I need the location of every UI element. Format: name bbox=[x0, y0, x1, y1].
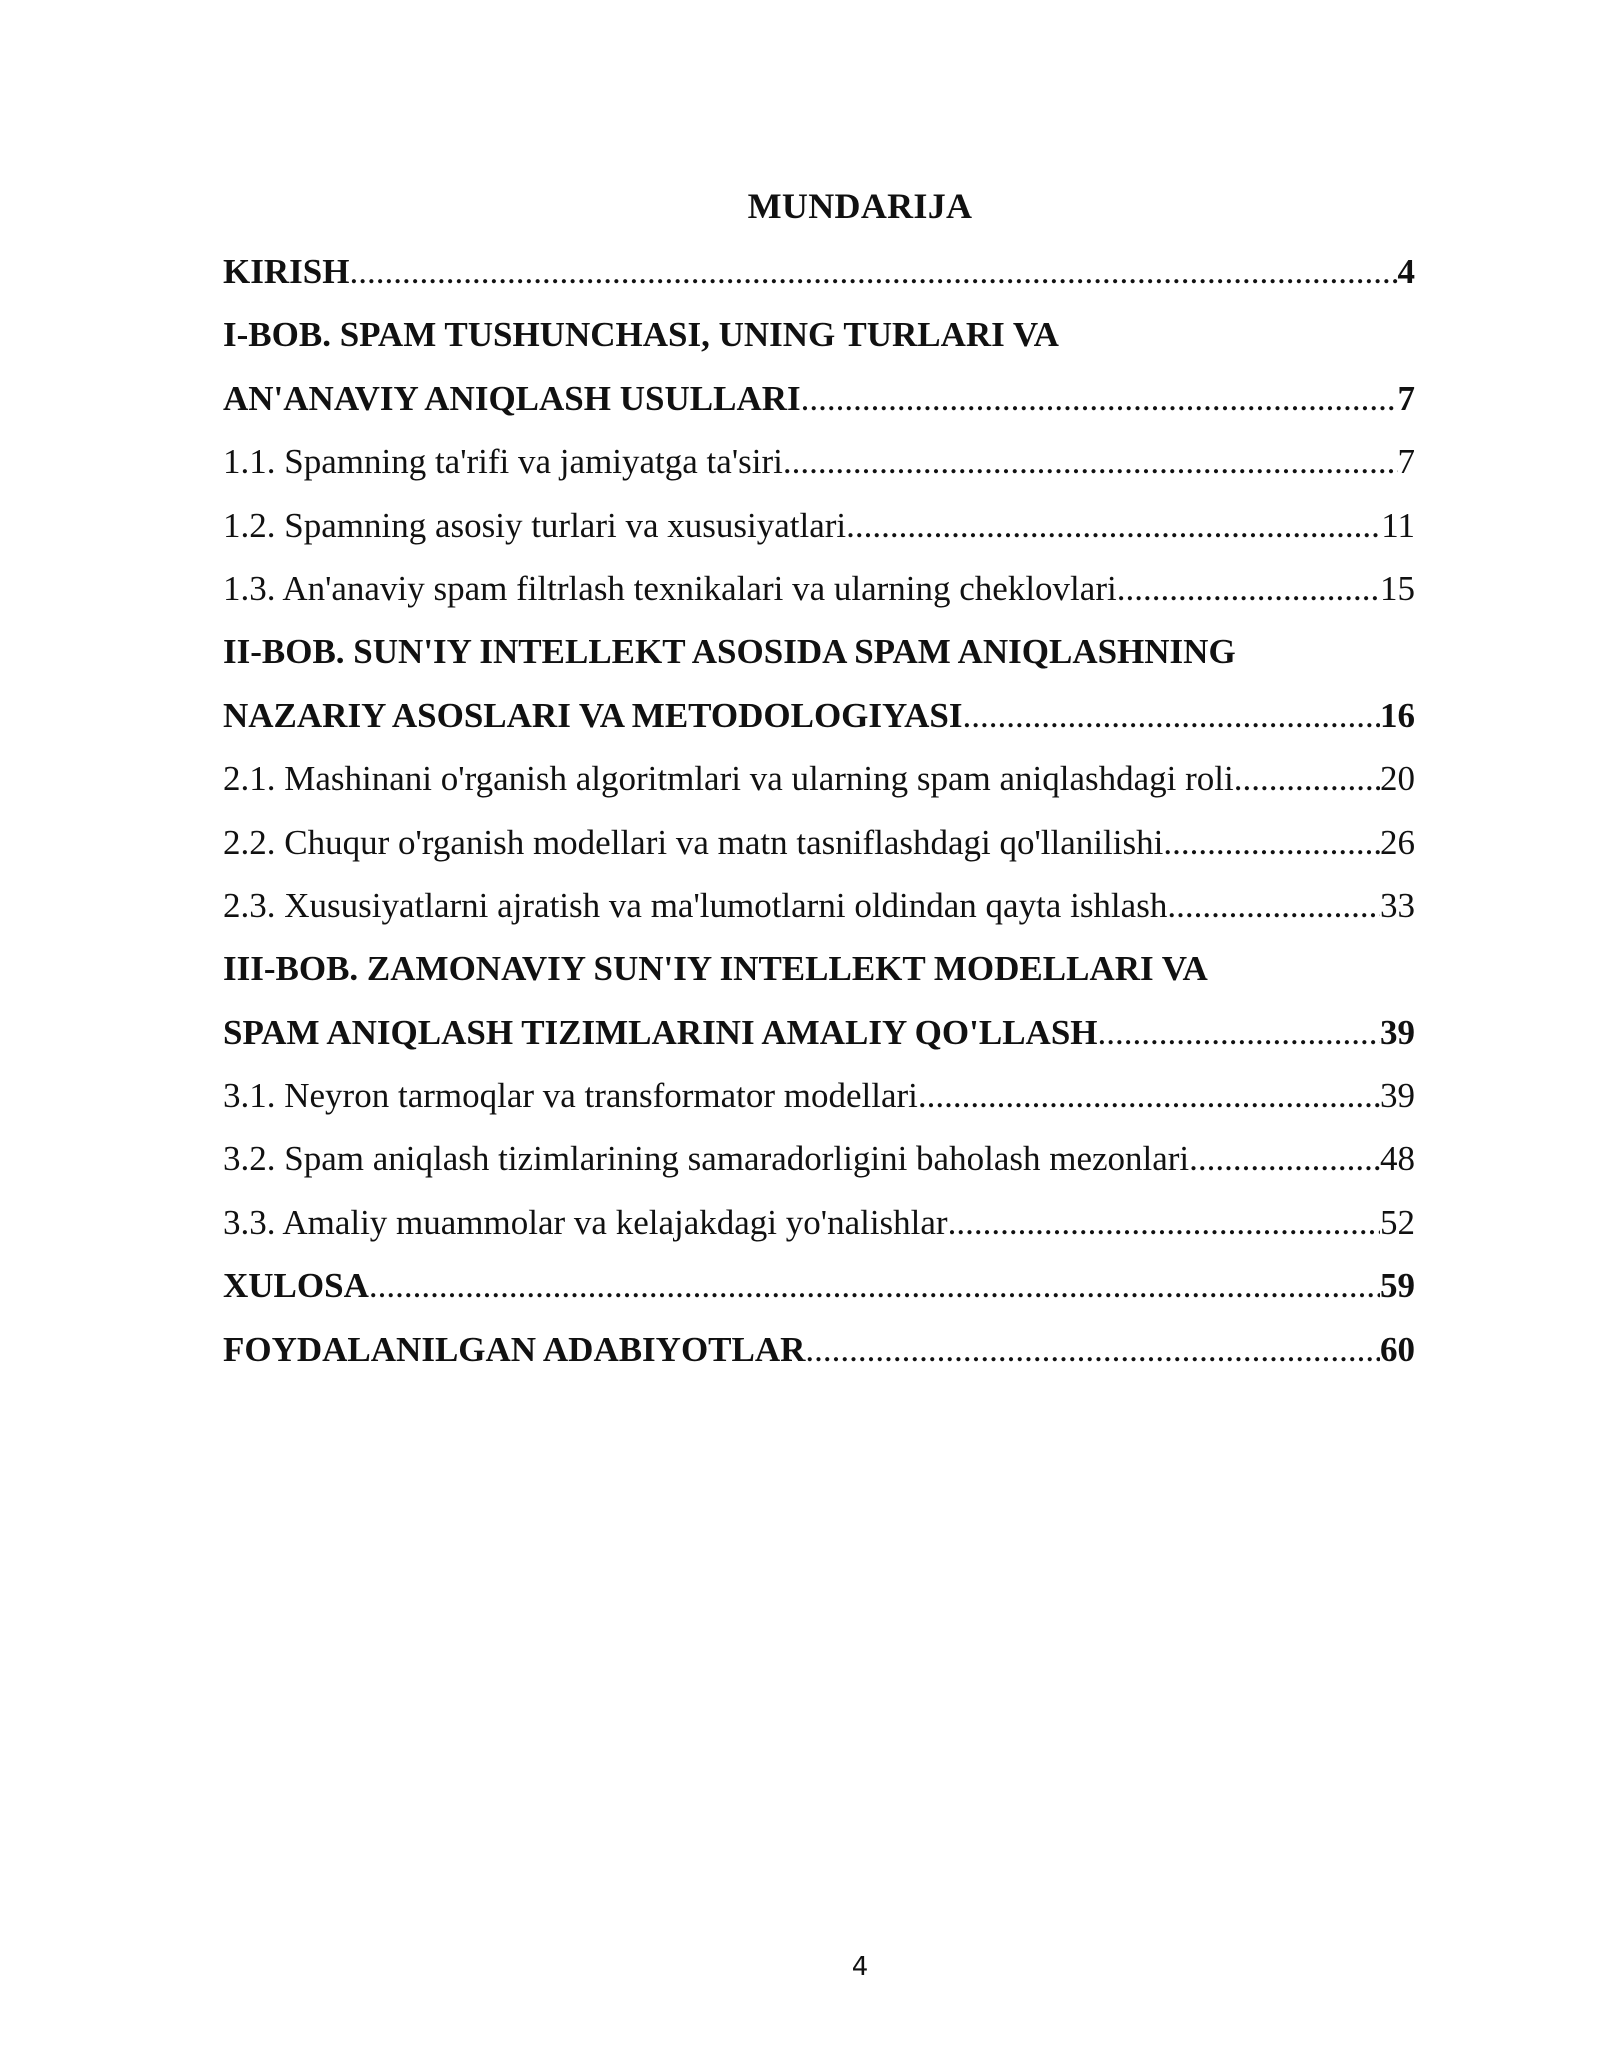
dot-leader bbox=[1167, 874, 1380, 937]
toc-entry-page: 48 bbox=[1380, 1139, 1415, 1179]
toc-entry-page: 20 bbox=[1380, 759, 1415, 799]
toc-entry-page: 16 bbox=[1380, 695, 1415, 735]
toc-chapter-3-heading[interactable] bbox=[223, 937, 1415, 1000]
dot-leader bbox=[962, 684, 1380, 747]
toc-entry-kirish[interactable] bbox=[223, 240, 1415, 303]
dot-leader bbox=[1189, 1127, 1380, 1190]
toc-chapter-2-heading-cont[interactable] bbox=[223, 684, 1415, 747]
toc-chapter-3-heading-cont[interactable] bbox=[223, 1001, 1415, 1064]
dot-leader bbox=[948, 1191, 1380, 1254]
toc-entry-page: 39 bbox=[1380, 1076, 1415, 1116]
toc-entry-page: 60 bbox=[1380, 1329, 1415, 1369]
toc-entry-label: II-BOB. SUN'IY INTELLEKT ASOSIDA SPAM ANIQLASHNING bbox=[223, 632, 1236, 672]
toc-section-1-3[interactable] bbox=[223, 557, 1415, 620]
dot-leader bbox=[1117, 557, 1380, 620]
toc-entry-label: 3.2. Spam aniqlash tizimlarining samaradorligini baholash mezonlari bbox=[223, 1139, 1190, 1179]
toc-entry-page: 26 bbox=[1380, 822, 1415, 862]
toc-entry-label: I-BOB. SPAM TUSHUNCHASI, UNING TURLARI VA bbox=[223, 315, 1059, 355]
toc-entry-xulosa[interactable] bbox=[223, 1254, 1415, 1317]
toc-entry-page: 11 bbox=[1381, 505, 1415, 545]
toc-entry-adabiyotlar[interactable] bbox=[223, 1318, 1415, 1381]
table-of-contents bbox=[223, 240, 1415, 1381]
toc-chapter-2-heading[interactable] bbox=[223, 620, 1415, 683]
toc-section-3-2[interactable] bbox=[223, 1127, 1415, 1190]
toc-entry-label: XULOSA bbox=[223, 1266, 369, 1306]
dot-leader bbox=[783, 430, 1398, 493]
toc-entry-label: 2.1. Mashinani o'rganish algoritmlari va ularning spam aniqlashdagi roli bbox=[223, 759, 1234, 799]
toc-entry-page: 4 bbox=[1397, 252, 1415, 291]
toc-entry-label: III-BOB. ZAMONAVIY SUN'IY INTELLEKT MODELLARI VA bbox=[223, 949, 1208, 989]
toc-title: MUNDARIJA bbox=[747, 186, 973, 226]
toc-entry-label: 2.2. Chuqur o'rganish modellari va matn tasniflashdagi qo'llanilishi bbox=[223, 822, 1164, 862]
toc-entry-page: 33 bbox=[1380, 885, 1415, 925]
toc-entry-label: SPAM ANIQLASH TIZIMLARINI AMALIY QO'LLASH bbox=[223, 1012, 1098, 1052]
toc-section-1-2[interactable] bbox=[223, 494, 1415, 557]
dot-leader bbox=[1234, 747, 1380, 810]
toc-entry-page: 7 bbox=[1397, 442, 1415, 482]
toc-entry-page: 7 bbox=[1397, 378, 1415, 418]
toc-entry-label: NAZARIY ASOSLARI VA METODOLOGIYASI bbox=[223, 695, 963, 735]
page-number: 4 bbox=[851, 1952, 869, 1982]
dot-leader bbox=[918, 1064, 1380, 1127]
toc-section-3-3[interactable] bbox=[223, 1191, 1415, 1254]
toc-entry-page: 39 bbox=[1380, 1012, 1415, 1052]
dot-leader bbox=[805, 1318, 1380, 1381]
toc-entry-label: AN'ANAVIY ANIQLASH USULLARI bbox=[223, 378, 801, 418]
toc-section-1-1[interactable] bbox=[223, 430, 1415, 493]
toc-entry-label: 1.3. An'anaviy spam filtrlash texnikalari va ularning cheklovlari bbox=[223, 568, 1117, 608]
toc-entry-page: 15 bbox=[1380, 568, 1415, 608]
dot-leader bbox=[1098, 1001, 1380, 1064]
toc-entry-label: 2.3. Xususiyatlarni ajratish va ma'lumotlarni oldindan qayta ishlash bbox=[223, 885, 1168, 925]
dot-leader bbox=[349, 240, 1397, 303]
toc-chapter-1-heading[interactable] bbox=[223, 303, 1415, 366]
toc-entry-page: 59 bbox=[1380, 1266, 1415, 1306]
dot-leader bbox=[1163, 811, 1380, 874]
toc-entry-label: 1.2. Spamning asosiy turlari va xususiyatlari bbox=[223, 505, 847, 545]
dot-leader bbox=[846, 494, 1381, 557]
dot-leader bbox=[369, 1254, 1380, 1317]
toc-entry-label: KIRISH bbox=[223, 252, 350, 291]
toc-entry-label: 3.3. Amaliy muammolar va kelajakdagi yo'nalishlar bbox=[223, 1202, 948, 1242]
dot-leader bbox=[801, 367, 1398, 430]
toc-entry-label: 1.1. Spamning ta'rifi va jamiyatga ta'siri bbox=[223, 442, 783, 482]
toc-entry-label: FOYDALANILGAN ADABIYOTLAR bbox=[223, 1329, 806, 1369]
toc-section-3-1[interactable] bbox=[223, 1064, 1415, 1127]
toc-section-2-3[interactable] bbox=[223, 874, 1415, 937]
toc-chapter-1-heading-cont[interactable] bbox=[223, 367, 1415, 430]
toc-entry-label: 3.1. Neyron tarmoqlar va transformator modellari bbox=[223, 1076, 918, 1116]
toc-entry-page: 52 bbox=[1380, 1202, 1415, 1242]
toc-section-2-1[interactable] bbox=[223, 747, 1415, 810]
toc-section-2-2[interactable] bbox=[223, 811, 1415, 874]
